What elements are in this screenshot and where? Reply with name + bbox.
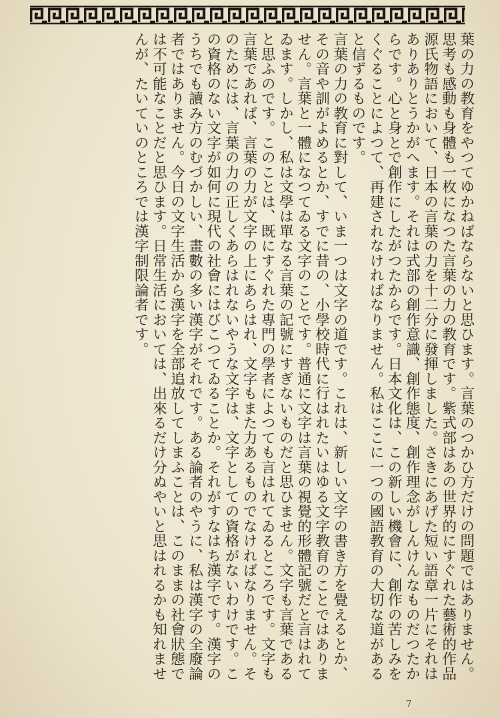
fret-pattern-icon	[30, 5, 465, 25]
vertical-body-text	[30, 32, 475, 692]
paragraph: 言葉の力の教育に對して、いま一つは文字の道です。これは、新しい文字の書き方を覺えるとか、その音や訓がよめるとか、すでに昔の、小學校時代に行はれたいはゆる文字教育のことではありません。言葉と一體になつてゐる文字のことです。普通に文字は言葉の視覺的形體記號だと言はれてゐます。しかし、私は文學は單なる言葉の記號にすぎないものだと思ひません。文字も言葉であると思ふのです。このことは、既にすぐれた專門の學者によつても言はれてゐるところです。文字も言葉であれば、言葉の力が文字の上にあらはれ、文字もまた力あるものでなければなりません。そのためには、言葉の力の正しくあらはれないやうな文字は、文字としての資格がないわけです。この資格のない文字が如何に現代の社會にはびこつてゐることか。それがすなはち漢字です。漢字のうちでも讀み方のむづかしい、畫數の多い漢字がそれです。ある論者のやうに、私は漢字の全廢論者ではありません。今日の文字生活から漢字を全部追放してしまふことは、このままの社會狀態では不可能なことだと思ひます。日常生活においては、出來るだけ分ぬやいと思はれるかも知れませんが、たいていのところでは漢字制限論者です。	[132, 32, 348, 681]
paragraph: 葉の力の教育をやつてゆかねばならないと思ひます。言葉のつかひ方だけの問題ではありません。思考も感動も身體も一枚になつた言葉の力の教育です。紫式部はあの世界的にすぐれた藝術的作品源氏物語において、日本の言葉の力を十二分に發揮しました。さきにあげた短い語章一片にそれはありありとうかがへます。それは式部の創作意識、創作態度、創作理念がしんけんなものだつたからです。心と身とで創作にしたがつたからです。日本文化は、この新しい機會に、創作の苦しみをくぐることによつて、再建されなければなりません。私はここに一つの國語教育の大切な道があると信ずるものです。	[349, 32, 474, 681]
page-number: 7	[406, 700, 412, 710]
decorative-border	[30, 5, 465, 25]
